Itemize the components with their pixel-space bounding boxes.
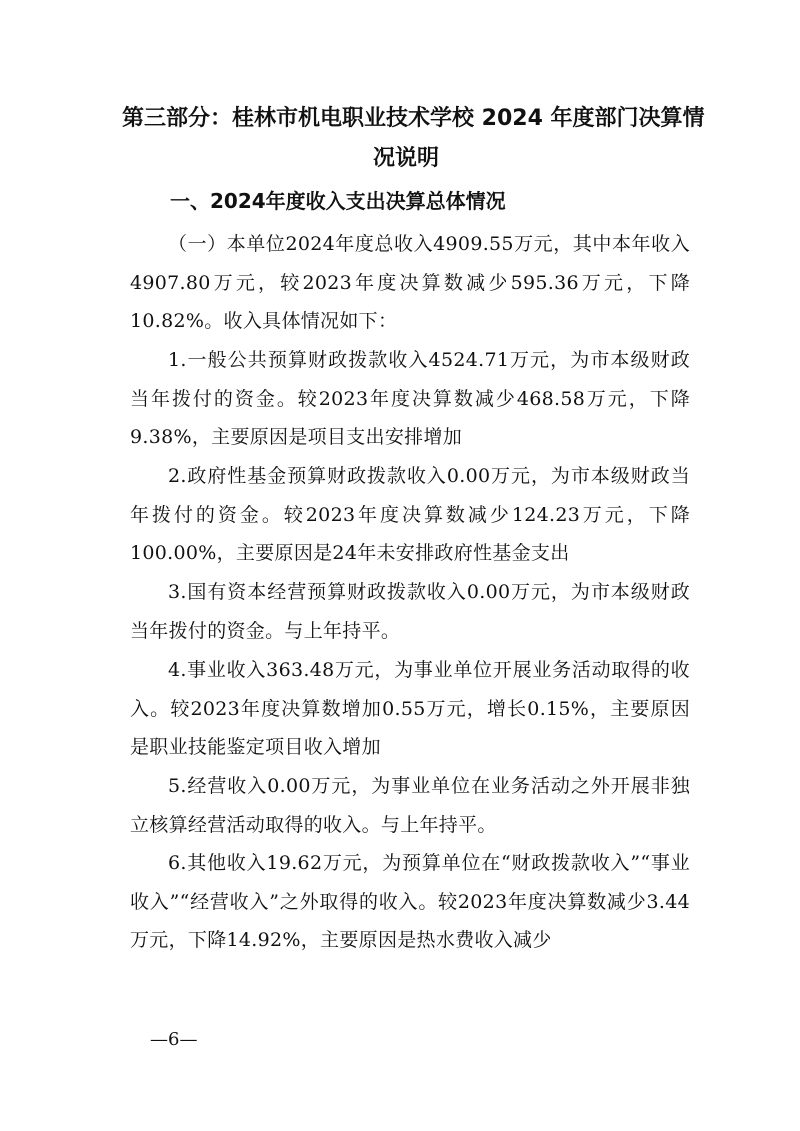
section-heading: 一、2024年度收入支出决算总体情况: [170, 189, 506, 213]
paragraph-general-budget: 1.一般公共预算财政拨款收入4524.71万元，为市本级财政当年拨付的资金。较2023年度决算数减少468.58万元，下降9.38%，主要原因是项目支出安排增加: [130, 349, 690, 449]
page-number: —6—: [150, 1029, 198, 1050]
paragraph-other-income: 6.其他收入19.62万元，为预算单位在“财政拨款收入”“事业收入”“经营收入”之外取得的收入。较2023年度决算数减少3.44万元，下降14.92%，主要原因是热水费收入减少: [130, 852, 690, 952]
paragraph-business-income: 4.事业收入363.48万元，为事业单位开展业务活动取得的收入。较2023年度决算数增加0.55万元，增长0.15%，主要原因是职业技能鉴定项目收入增加: [130, 659, 690, 759]
paragraph-government-fund: 2.政府性基金预算财政拨款收入0.00万元，为市本级财政当年拨付的资金。较2023年度决算数减少124.23万元，下降100.00%，主要原因是24年未安排政府性基金支出: [130, 465, 690, 565]
title-line-2: 况说明: [372, 146, 439, 171]
paragraph-total-income: （一）本单位2024年度总收入4909.55万元，其中本年收入4907.80万元，较2023年度决算数减少595.36万元，下降10.82%。收入具体情况如下：: [130, 233, 690, 333]
paragraph-operating-income: 5.经营收入0.00万元，为事业单位在业务活动之外开展非独立核算经营活动取得的收入。与上年持平。: [130, 775, 690, 836]
paragraph-state-capital: 3.国有资本经营预算财政拨款收入0.00万元，为市本级财政当年拨付的资金。与上年持平。: [130, 581, 690, 642]
title-line-1: 第三部分：桂林市机电职业技术学校 2024 年度部门决算情: [122, 106, 705, 131]
